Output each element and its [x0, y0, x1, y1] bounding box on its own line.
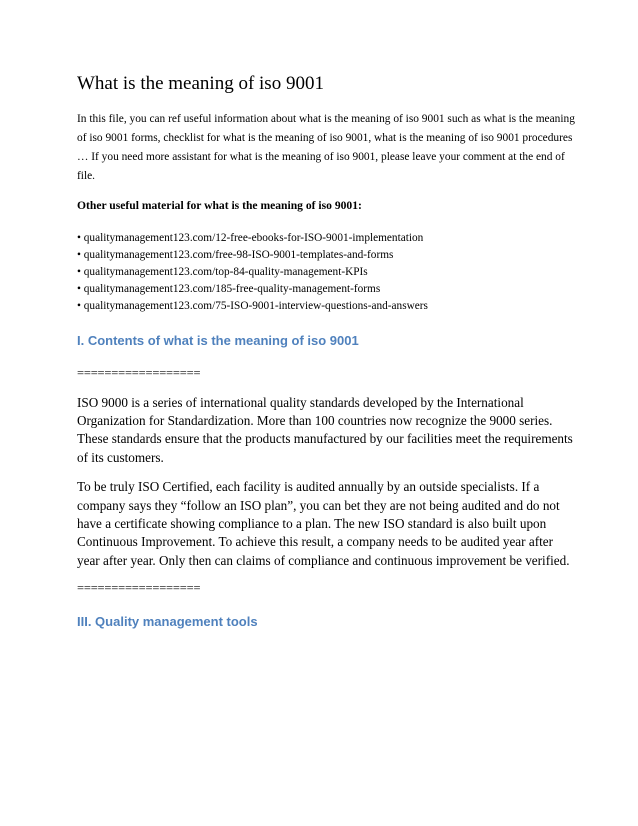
link-item: • qualitymanagement123.com/75-ISO-9001-interview-questions-and-answers: [77, 300, 428, 313]
document-content: [77, 73, 577, 631]
link-item: • qualitymanagement123.com/free-98-ISO-9001-templates-and-forms: [77, 248, 394, 261]
useful-links-list: [77, 230, 577, 316]
section-heading-contents: I. Contents of what is the meaning of iso 9001: [77, 332, 359, 348]
body-paragraph-iso9000: ISO 9000 is a series of international quality standards developed by the International Organization for Standardization. More than 100 countries now recognize the 9000 series. These standards ensure that the products manufactured by our facilities meet the requirements of its customers.: [77, 394, 573, 465]
link-item: • qualitymanagement123.com/185-free-quality-management-forms: [77, 283, 381, 296]
section-heading-tools: III. Quality management tools: [77, 614, 258, 630]
link-item: • qualitymanagement123.com/top-84-quality-management-KPIs: [77, 266, 368, 279]
document-title: What is the meaning of iso 9001: [77, 73, 324, 94]
link-item: • qualitymanagement123.com/12-free-ebooks-for-ISO-9001-implementation: [77, 231, 424, 244]
body-paragraph-certification: To be truly ISO Certified, each facility is audited annually by an outside specialists. If a company says they “follow an ISO plan”, you can bet they are not being audited and do not have a certificate showing compliance to a plan. The new ISO standard is also built upon Continuous Improvement. To achieve this result, a company needs to be audited year after year after year. Only then can claims of compliance and continuous improvement be verified.: [77, 479, 570, 568]
divider-line: ==================: [77, 365, 201, 380]
divider-line: ==================: [77, 581, 201, 596]
intro-paragraph: In this file, you can ref useful information about what is the meaning of iso 9001 such as what is the meaning of iso 9001 forms, checklist for what is the meaning of iso 9001, what is the meaning of iso 9001 procedures … If you need more assistant for what is the meaning of iso 9001, please leave your comment at the end of file.: [77, 112, 575, 183]
useful-material-label: Other useful material for what is the meaning of iso 9001:: [77, 198, 362, 212]
